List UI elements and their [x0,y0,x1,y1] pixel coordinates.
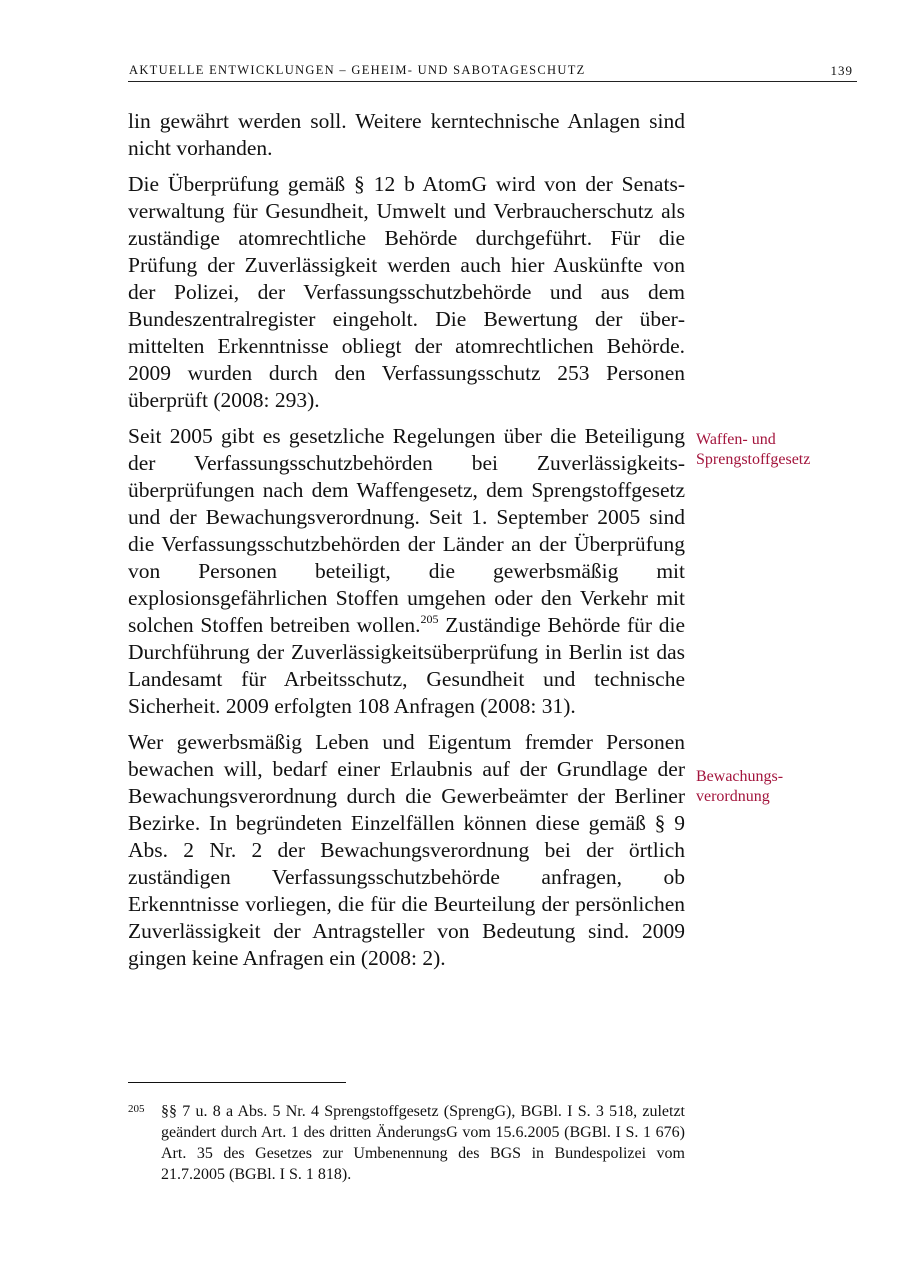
margin-note-waffen-line2: Sprengstoffgesetz [696,451,811,468]
footnote-divider [128,1082,346,1083]
footnote-number: 205 [128,1103,145,1115]
margin-note-bewachung-line2: verordnung [696,788,770,805]
footnote [128,1101,685,1185]
paragraph-bewachung: Wer gewerbsmäßig Leben und Eigentum fremder Personen bewachen will, bedarf einer Erlaubnis auf der Grundlage der Bewachungsverordnung durch die Gewerbeämter der Berliner Bezirke. In begründeten Einzelfällen können diese gemäß § 9 Abs. 2 Nr. 2 der Bewachungsverordnung bei der örtlich zuständigen Verfassungsschutzbehörde anfragen, ob Erkenntnisse vorliegen, die für die Beurteilung der persönlichen Zuverlässigkeit der Antragsteller von Bedeutung sind. 2009 gingen keine Anfragen ein (2008: 2). [128,730,685,970]
running-title: AKTUELLE ENTWICKLUNGEN – GEHEIM- UND SABOTAGESCHUTZ [129,63,586,77]
paragraph-waffengesetz-part2: Zuständige Behörde für die Durchführung der Zuverlässigkeitsüberprüfung in Berlin ist das Landesamt für Arbeitsschutz, Gesundheit und technische Sicherheit. 2009 erfolgten 108 Anfragen (2008: 31). [128,613,686,718]
paragraph-waffengesetz [128,423,685,720]
margin-note-bewachung [696,767,866,807]
footnote-reference[interactable]: 205 [420,612,439,626]
footnote-text: §§ 7 u. 8 a Abs. 5 Nr. 4 Sprengstoffgesetz (SprengG), BGBl. I S. 3 518, zuletzt geändert durch Art. 1 des dritten ÄnderungsG vom 15.6.2005 (BGBl. I S. 1 676) Art. 35 des Gesetzes zur Umbenennung des BGS in Bundespolizei vom 21.7.2005 (BGBl. I S. 1 818). [161,1103,685,1183]
paragraph-atomg: Die Überprüfung gemäß § 12 b AtomG wird von der Senatsverwaltung für Gesundheit, Umwelt und Verbraucherschutz als zuständige atomrechtliche Behörde durchgeführt. Für die Prüfung der Zuverlässigkeit werden auch hier Auskünfte von der Polizei, der Verfassungsschutzbehörde und aus dem Bundeszentralregister eingeholt. Die Bewertung der übermittelten Erkenntnisse obliegt der atomrechtlichen Behörde. 2009 wurden durch den Verfassungsschutz 253 Personen überprüft (2008: 293). [128,172,685,412]
paragraph-waffengesetz-part1: Seit 2005 gibt es gesetzliche Regelungen über die Beteiligung der Verfassungsschutzbehörden bei Zuverlässigkeitsüberprüfungen nach dem Waffengesetz, dem Sprengstoffgesetz und der Bewachungsverordnung. Seit 1. September 2005 sind die Verfassungsschutzbehörden der Länder an der Überprüfung von Personen beteiligt, die gewerbsmäßig mit explosionsgefährlichen Stoffen umgehen oder den Verkehr mit solchen Stoffen betreiben wollen. [128,424,685,637]
page-number: 139 [830,63,853,78]
margin-note-waffen [696,430,866,470]
main-text-column [128,108,685,981]
running-header [128,62,857,82]
margin-note-waffen-line1: Waffen- und [696,431,776,448]
margin-note-bewachung-line1: Bewachungs- [696,768,784,785]
paragraph-continuation: lin gewährt werden soll. Weitere kerntechnische Anlagen sind nicht vorhanden. [128,109,685,160]
